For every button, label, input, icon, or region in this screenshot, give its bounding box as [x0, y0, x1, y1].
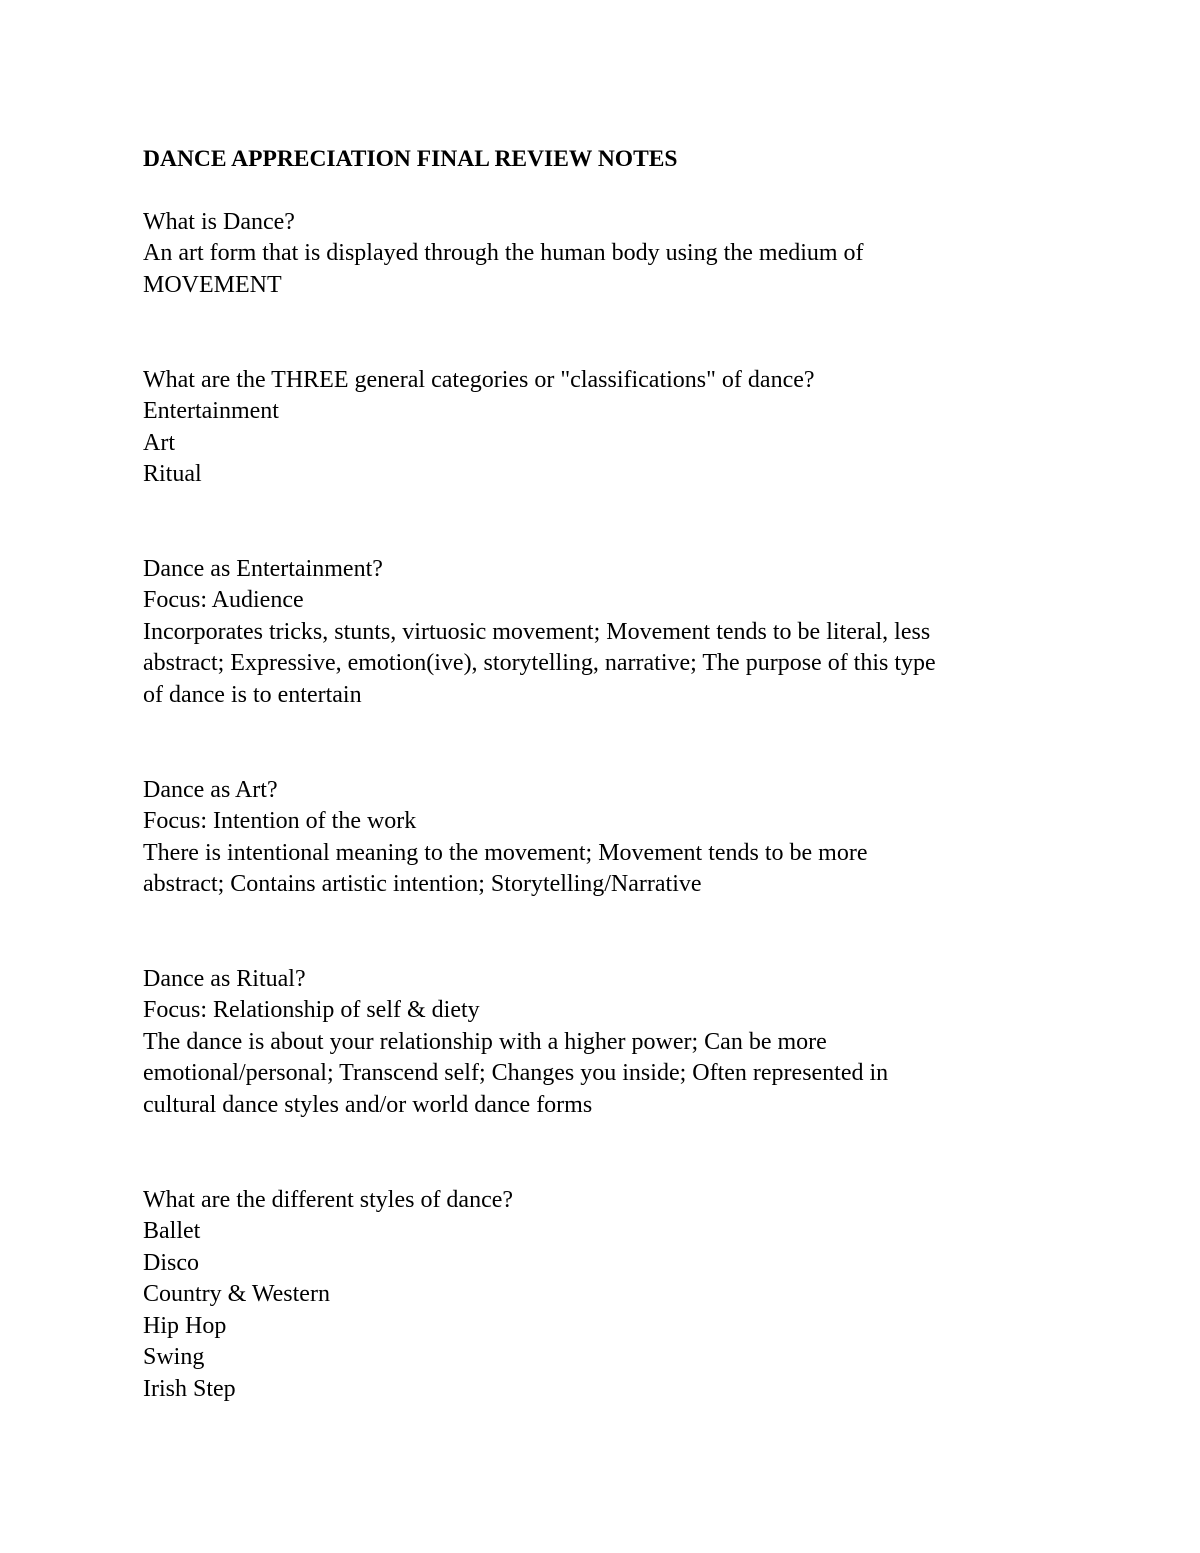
- what-is-dance-answer-line: MOVEMENT: [143, 272, 282, 298]
- category-item: Ritual: [143, 461, 202, 487]
- style-item: Hip Hop: [143, 1313, 227, 1339]
- ritual-focus: Focus: Relationship of self & diety: [143, 997, 480, 1023]
- art-body-line: There is intentional meaning to the movement; Movement tends to be more: [143, 840, 868, 866]
- style-item: Disco: [143, 1250, 199, 1276]
- entertainment-body-line: of dance is to entertain: [143, 682, 362, 708]
- art-focus: Focus: Intention of the work: [143, 808, 417, 834]
- ritual-body-line: cultural dance styles and/or world dance forms: [143, 1092, 593, 1118]
- entertainment-body-line: abstract; Expressive, emotion(ive), storytelling, narrative; The purpose of this type: [143, 650, 936, 676]
- category-item: Art: [143, 430, 175, 456]
- entertainment-body-line: Incorporates tricks, stunts, virtuosic movement; Movement tends to be literal, less: [143, 619, 931, 645]
- ritual-body-line: emotional/personal; Transcend self; Changes you inside; Often represented in: [143, 1060, 889, 1086]
- categories-question: What are the THREE general categories or "classifications" of dance?: [143, 367, 815, 393]
- style-item: Ballet: [143, 1218, 201, 1244]
- style-item: Country & Western: [143, 1281, 330, 1307]
- art-heading: Dance as Art?: [143, 777, 278, 803]
- ritual-body-line: The dance is about your relationship with a higher power; Can be more: [143, 1029, 827, 1055]
- ritual-heading: Dance as Ritual?: [143, 966, 306, 992]
- document-title: DANCE APPRECIATION FINAL REVIEW NOTES: [143, 146, 678, 172]
- art-body-line: abstract; Contains artistic intention; Storytelling/Narrative: [143, 871, 702, 897]
- styles-question: What are the different styles of dance?: [143, 1187, 514, 1213]
- what-is-dance-question: What is Dance?: [143, 209, 295, 235]
- entertainment-focus: Focus: Audience: [143, 587, 304, 613]
- style-item: Irish Step: [143, 1376, 236, 1402]
- category-item: Entertainment: [143, 398, 279, 424]
- entertainment-heading: Dance as Entertainment?: [143, 556, 383, 582]
- style-item: Swing: [143, 1344, 205, 1370]
- what-is-dance-answer-line: An art form that is displayed through the human body using the medium of: [143, 240, 864, 266]
